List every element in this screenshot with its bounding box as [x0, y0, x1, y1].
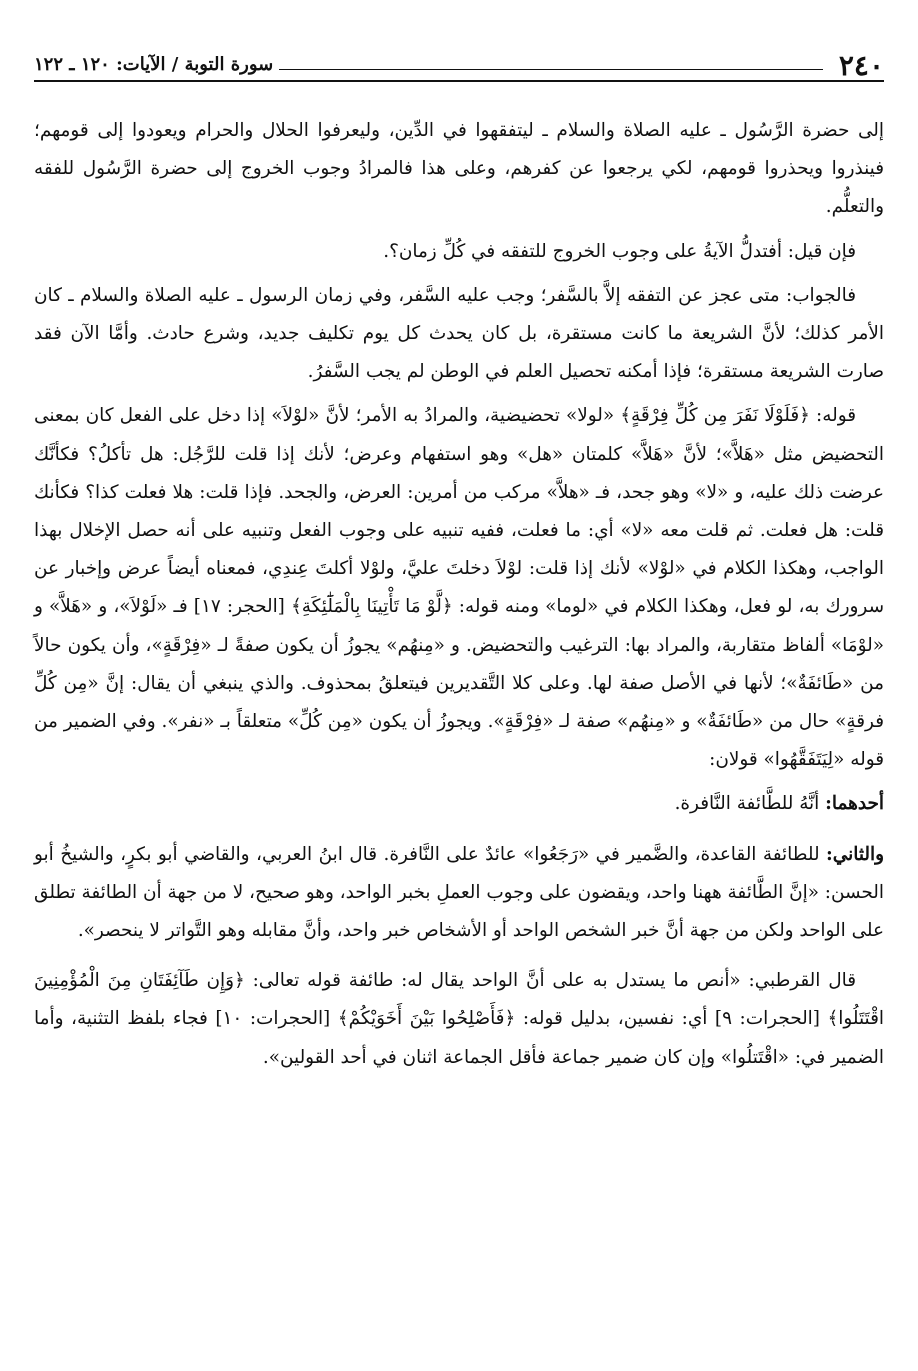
paragraph-label: أحدهما:	[825, 793, 884, 815]
page-number: ٢٤٠	[838, 49, 884, 82]
paragraph	[34, 785, 884, 823]
page-header	[34, 40, 884, 82]
paragraph	[34, 836, 884, 951]
paragraph: فالجواب: متى عجز عن التفقه إلاَّ بالسَّفر؛ وجب عليه السَّفر، وفي زمان الرسول ـ عليه الصلاة والسلام ـ كان الأمر كذلك؛ لأنَّ الشريعة ما كانت مستقرة، بل كان يحدث كل يوم تكليف جديد، وشرع حادث. وأمَّا الآن فقد صارت الشريعة مستقرة؛ فإذا أمكنه تحصيل العلم في الوطن لم يجب السَّفرُ.	[34, 284, 884, 383]
paragraph-label: والثاني:	[826, 843, 884, 865]
header-rule	[279, 69, 823, 70]
paragraph: قال القرطبي: «أنص ما يستدل به على أنَّ الواحد يقال له: طائفة قوله تعالى: ﴿وَإِن طَآئِفَتَانِ مِنَ الْمُؤْمِنِينَ اقْتَتَلُوا﴾ [الحجرات: ٩] أي: نفسين، بدليل قوله: ﴿فَأَصْلِحُوا بَيْنَ أَخَوَيْكُمْ﴾ [الحجرات: ١٠] فجاء بلفظ التثنية، وأما الضمير في: «اقْتَتلُوا» وإن كان ضمير جماعة فأقل الجماعة اثنان في أحد القولين».	[34, 970, 884, 1068]
running-title: سورة التوبة / الآيات: ١٢٠ ـ ١٢٢	[34, 54, 274, 76]
paragraph: فإن قيل: أفتدلُّ الآيةُ على وجوب الخروج للتفقه في كُلِّ زمان؟.	[383, 240, 856, 262]
book-page	[34, 40, 884, 1351]
paragraph-text: أنَّهُ للطَّائفة النَّافرة.	[674, 793, 826, 815]
body-text	[34, 112, 884, 1077]
paragraph-text: للطائفة القاعدة، والضَّمير في «رَجَعُوا» عائدٌ على النَّافرة. قال ابنُ العربي، والقاضي أبو بكرٍ، والشيخُ أبو الحسن: «إنَّ الطَّائفة ههنا واحد، ويقضون على وجوب العملِ بخبر الواحد، وهو صحيح، لا من جهة أن الطائفة تطلق على الواحد ولكن من جهة أنَّ خبر الشخص الواحد أو الأشخاص خبر واحد، وأنَّ مقابله وهو التَّواتر لا ينحصر».	[34, 843, 884, 942]
paragraph: قوله: ﴿فَلَوْلَا نَفَرَ مِن كُلِّ فِرْقَةٍ﴾ «لولا» تحضيضية، والمرادُ به الأمر؛ لأنَّ «لوْلاَ» إذا دخل على الفعل كان بمعنى التحضيض مثل «هَلاَّ»؛ لأنَّ «هَلاَّ» كلمتان «هل» وهو استفهام وعرض؛ لأنك إذا قلت للرَّجُل: هل تأكلُ؟ فكأنَّك عرضت ذلك عليه، و «لا» وهو جحد، فـ «هلاَّ» مركب من أمرين: العرض، والجحد. فإذا قلت: هلا فعلت كذا؟ فكأنك قلت: هل فعلت. ثم قلت معه «لا» أي: ما فعلت، ففيه تنبيه على وجوب الفعل وتنبيه على أنه حصل الإخلال بهذا الواجب، وهكذا الكلام في «لوْلا» لأنك إذا قلت: لوْلاَ دخلتَ عليَّ، ولوْلا أكلتَ عِندِي، فمعناه أيضاً عرض وإخبار عن سرورك به، لو فعل، وهكذا الكلام في «لوما» ومنه قوله: ﴿لَّوْ مَا تَأْتِينَا بِالْمَلَٰٓئِكَةِ﴾ [الحجر: ١٧] فـ «لَوْلاَ»، و «هَلاَّ» و «لوْمَا» ألفاظ متقاربة، والمراد بها: الترغيب والتحضيض. و «مِنهُم» يجوزُ أن يكون صفةً لـ «فِرْقَةٍ»، وأن يكون حالاً من «طَائفَةٌ»؛ لأنها في الأصل صفة لها. وعلى كلا التَّقديرين فيتعلقُ بمحذوف. والذي ينبغي أن يقال: إنَّ «مِن كُلِّ فرقةٍ» حال من «طَائفَةٌ» و «مِنهُم» صفة لـ «فِرْقَةٍ». ويجوزُ أن يكون «مِن كُلِّ» متعلقاً بـ «نفر». وفي الضمير من قوله «لِيَتَفَقَّهُوا» قولان:	[34, 405, 884, 771]
paragraph: إلى حضرة الرَّسُول ـ عليه الصلاة والسلام ـ ليتفقهوا في الدِّين، وليعرفوا الحلال والحرام ويعودوا إلى قومهم؛ فينذروا ويحذروا قومهم، لكي يرجعوا عن كفرهم، وعلى هذا فالمرادُ وجوب الخروج إلى حضرة الرَّسُول للفقه والتعلُّم.	[34, 120, 884, 218]
